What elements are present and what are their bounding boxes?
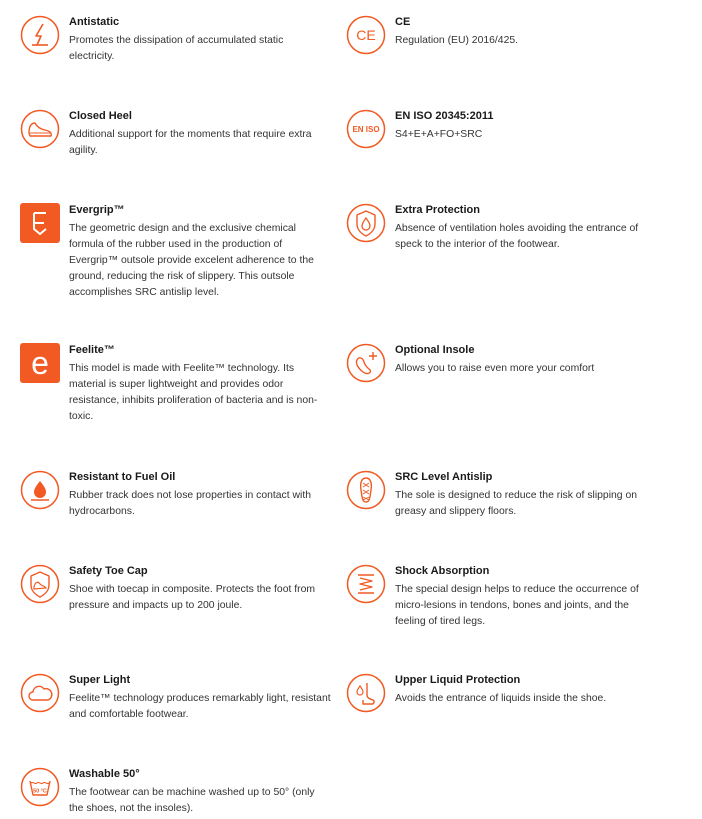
shield-drop-icon (346, 203, 386, 243)
feature-description: Absence of ventilation holes avoiding the entrance of speck to the interior of the footwear. (395, 223, 639, 250)
feature-description: Regulation (EU) 2016/425. (395, 35, 519, 46)
feature-description: Promotes the dissipation of accumulated static electricity. (69, 35, 284, 62)
wash-tub-icon (20, 767, 60, 807)
feature-description: Allows you to raise even more your comfort (395, 363, 595, 374)
feelite-logo-text: e (31, 345, 49, 381)
ce-mark-icon (346, 15, 386, 55)
feature-description: Additional support for the moments that require extra agility. (69, 129, 312, 156)
feature-title: SRC Level Antislip (395, 471, 493, 483)
feature-description: Rubber track does not lose properties in contact with hydrocarbons. (69, 490, 311, 517)
feature-title: Evergrip™ (69, 204, 125, 216)
lightning-bolt-icon (20, 15, 60, 55)
feature-title: Antistatic (69, 16, 120, 28)
feature-description: S4+E+A+FO+SRC (395, 129, 483, 140)
evergrip-logo-icon (20, 203, 60, 243)
feature-title: Upper Liquid Protection (395, 674, 521, 686)
feature-title: Closed Heel (69, 110, 132, 122)
toe-cap-shield-icon (20, 564, 60, 604)
feature-description: This model is made with Feelite™ technology. Its material is super lightweight and provides odor resistance, inhibits proliferation of bacteria and is non-toxic. (69, 363, 318, 422)
feature-title: Washable 50° (69, 768, 140, 780)
en-iso-icon (346, 109, 386, 149)
feature-title: EN ISO 20345:2011 (395, 110, 494, 122)
oil-drop-icon (20, 470, 60, 510)
boot-drop-icon (346, 673, 386, 713)
cloud-icon (20, 673, 60, 713)
en-iso-text: EN ISO (352, 125, 380, 134)
feature-description: The geometric design and the exclusive chemical formula of the rubber used in the production of Evergrip™ outsole provide excelent adherence to the ground, reducing the risk of slippery. This outsole accomplishes SRC antislip level. (69, 223, 314, 298)
feature-title: Shock Absorption (395, 565, 490, 577)
feature-title: CE (395, 16, 411, 28)
feature-title: Safety Toe Cap (69, 565, 148, 577)
spring-icon (346, 564, 386, 604)
feature-description: The sole is designed to reduce the risk of slipping on greasy and slippery floors. (395, 490, 638, 517)
feature-description: The footwear can be machine washed up to 50° (only the shoes, not the insoles). (69, 787, 315, 814)
feature-description: Feelite™ technology produces remarkably light, resistant and comfortable footwear. (69, 693, 331, 720)
feature-title: Resistant to Fuel Oil (69, 471, 176, 483)
feature-description: Shoe with toecap in composite. Protects the foot from pressure and impacts up to 200 joule. (69, 584, 316, 611)
ce-mark-text: CE (356, 27, 376, 43)
wash-temp-text: 50 °C (33, 788, 47, 795)
feature-description: Avoids the entrance of liquids inside the shoe. (395, 693, 607, 704)
shoe-heel-icon (20, 109, 60, 149)
feature-title: Feelite™ (69, 344, 115, 356)
feature-description: The special design helps to reduce the occurrence of micro-lesions in tendons, bones and joints, and the feeling of tired legs. (395, 584, 639, 627)
feature-title: Extra Protection (395, 204, 480, 216)
sole-grip-icon (346, 470, 386, 510)
feature-title: Super Light (69, 674, 131, 686)
feature-title: Optional Insole (395, 344, 475, 356)
insole-plus-icon (346, 343, 386, 383)
feelite-logo-icon (20, 343, 60, 383)
